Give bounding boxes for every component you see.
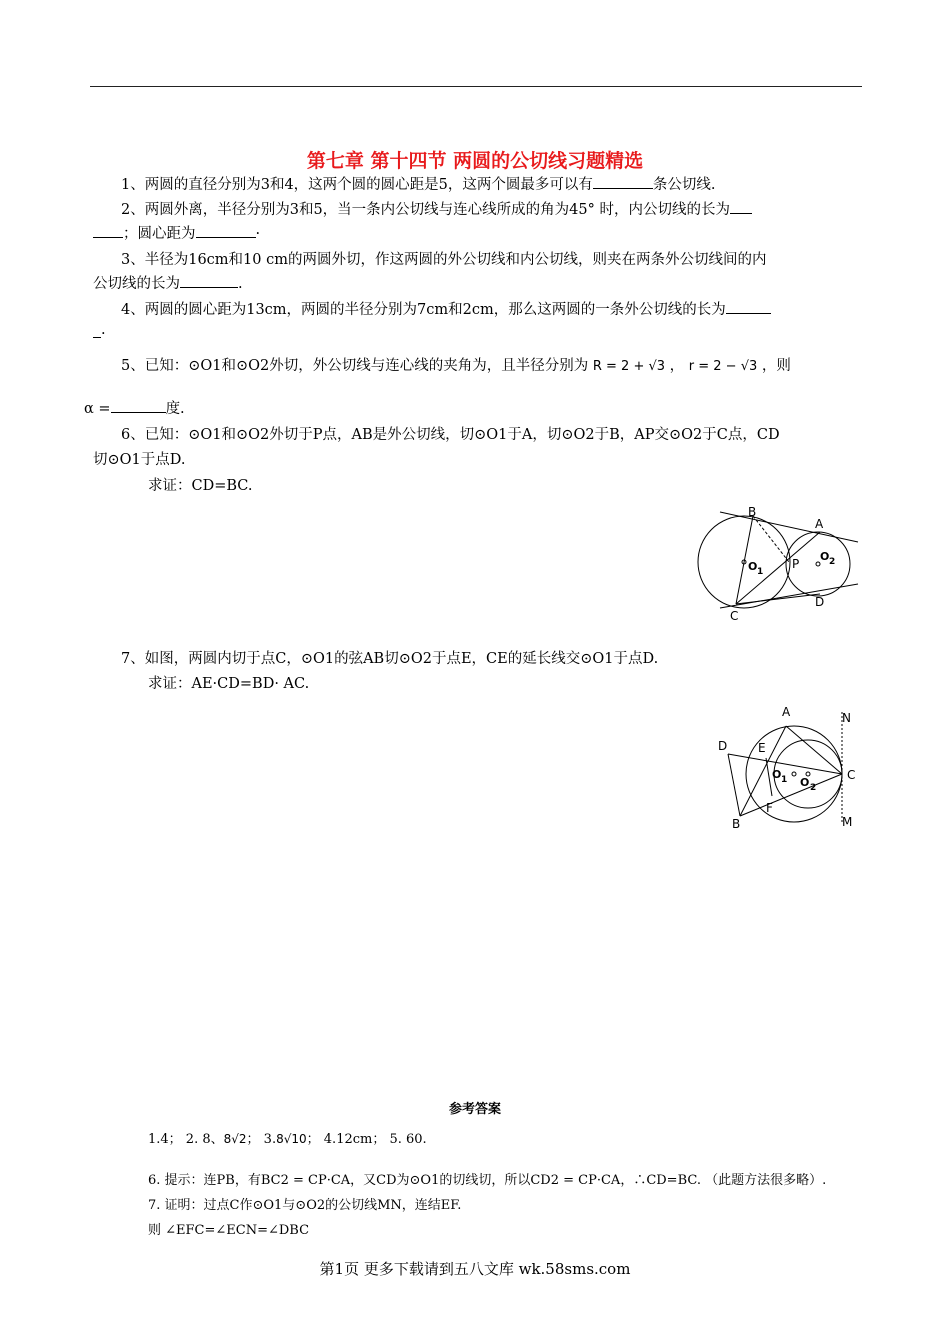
label-a: A: [782, 705, 791, 719]
answers-title: 参考答案: [448, 1102, 501, 1117]
label-o1-sub: 1: [781, 775, 788, 785]
label-o1: O: [772, 768, 782, 781]
question-3-cont: 公切线的长为 .: [93, 272, 863, 296]
label-c: C: [847, 768, 856, 782]
label-o2: O: [820, 550, 830, 563]
answer-3-radical: 8√10: [276, 1132, 307, 1146]
question-3: 3、半径为16cm和10 cm的两圆外切，作这两圆的外公切线和内公切线，则夹在两条外公切线间的内: [121, 252, 767, 268]
label-f: F: [766, 801, 773, 815]
label-b: B: [748, 505, 757, 519]
answer-blank: [111, 398, 166, 413]
center-o1-dot: [792, 772, 796, 776]
question-7-proof: 求证：AE·CD=BD· AC.: [148, 676, 310, 692]
label-o2-sub: 2: [810, 783, 817, 793]
question-2-cont: ；圆心距为 ·: [93, 222, 863, 246]
question-4: 4、两圆的圆心距为13cm，两圆的半径分别为7cm和2cm，那么这两圆的一条外公切线的长为: [93, 298, 863, 322]
answer-blank: [726, 299, 771, 314]
label-c: C: [730, 609, 739, 623]
question-1: 1、两圆的直径分别为3和4，这两个圆的圆心距是5，这两个圆最多可以有 条公切线.: [93, 173, 863, 197]
label-d: D: [718, 739, 728, 753]
header-rule: [90, 86, 862, 87]
segment-cd: [736, 594, 820, 604]
upper-tangent-line: [720, 512, 858, 542]
question-6-cont: 切⊙O1于点D.: [93, 452, 186, 468]
page-footer: 第1页 更多下载请到五八文库 wk.58sms.com: [319, 1260, 631, 1278]
answer-blank: [730, 199, 752, 214]
label-o2: O: [800, 776, 810, 789]
segment-dc: [728, 754, 842, 774]
page-title: 第七章 第十四节 两圆的公切线习题精选: [306, 150, 644, 172]
label-o1: O: [748, 560, 758, 573]
radius-R-formula: R = 2 + √3: [592, 359, 666, 374]
answer-6: 6. 提示：连PB，有BC2 = CP·CA，又CD为⊙O1的切线切，所以CD2 = CP·CA，∴CD=BC. （此题方法很多略）.: [148, 1173, 827, 1188]
lower-tangent-line: [720, 584, 858, 608]
label-b: B: [732, 817, 741, 831]
label-o1-sub: 1: [757, 567, 764, 577]
label-p: P: [792, 557, 800, 571]
label-e: E: [758, 741, 766, 755]
radius-r-formula: r = 2 − √3: [688, 359, 758, 374]
label-a: A: [815, 517, 824, 531]
answer-blank: [593, 174, 653, 189]
figure-1-external-tangent-circles: [690, 500, 865, 625]
question-6: 6、已知：⊙O1和⊙O2外切于P点，AB是外公切线，切⊙O1于A，切⊙O2于B，AP交⊙O2于C点，CD: [121, 427, 780, 443]
label-d: D: [815, 595, 825, 609]
segment-db: [728, 754, 740, 816]
figure-2-internal-tangent-circles: [710, 700, 870, 832]
answer-2-radical: 8√2: [223, 1132, 247, 1146]
segment-ac: [786, 726, 842, 774]
label-n: N: [842, 711, 851, 725]
answer-blank: [93, 223, 123, 238]
answer-7-cont: 则 ∠EFC=∠ECN=∠DBC: [148, 1223, 310, 1238]
question-2: 2、两圆外离，半径分别为3和5，当一条内公切线与连心线所成的角为45° 时，内公切线的长为: [93, 198, 863, 222]
label-o2-sub: 2: [829, 557, 836, 567]
answer-blank: [180, 273, 238, 288]
question-4-cont: ·: [93, 322, 863, 346]
question-6-proof: 求证：CD=BC.: [148, 478, 253, 494]
answers-line-1: 1.4； 2. 8、8√2； 3.8√10； 4.12cm； 5. 60.: [148, 1132, 427, 1147]
question-5-cont: α = 度.: [84, 397, 854, 421]
answer-7: 7. 证明：过点C作⊙O1与⊙O2的公切线MN，连结EF.: [148, 1198, 462, 1213]
question-5: 5、已知：⊙O1和⊙O2外切，外公切线与连心线的夹角为，且半径分别为 R = 2 + √3 ， r = 2 − √3 ，则: [121, 358, 791, 374]
answer-blank: [196, 223, 256, 238]
label-m: M: [842, 815, 853, 829]
answer-blank: [93, 323, 101, 338]
question-7: 7、如图，两圆内切于点C，⊙O1的弦AB切⊙O2于点E，CE的延长线交⊙O1于点D.: [121, 651, 659, 667]
